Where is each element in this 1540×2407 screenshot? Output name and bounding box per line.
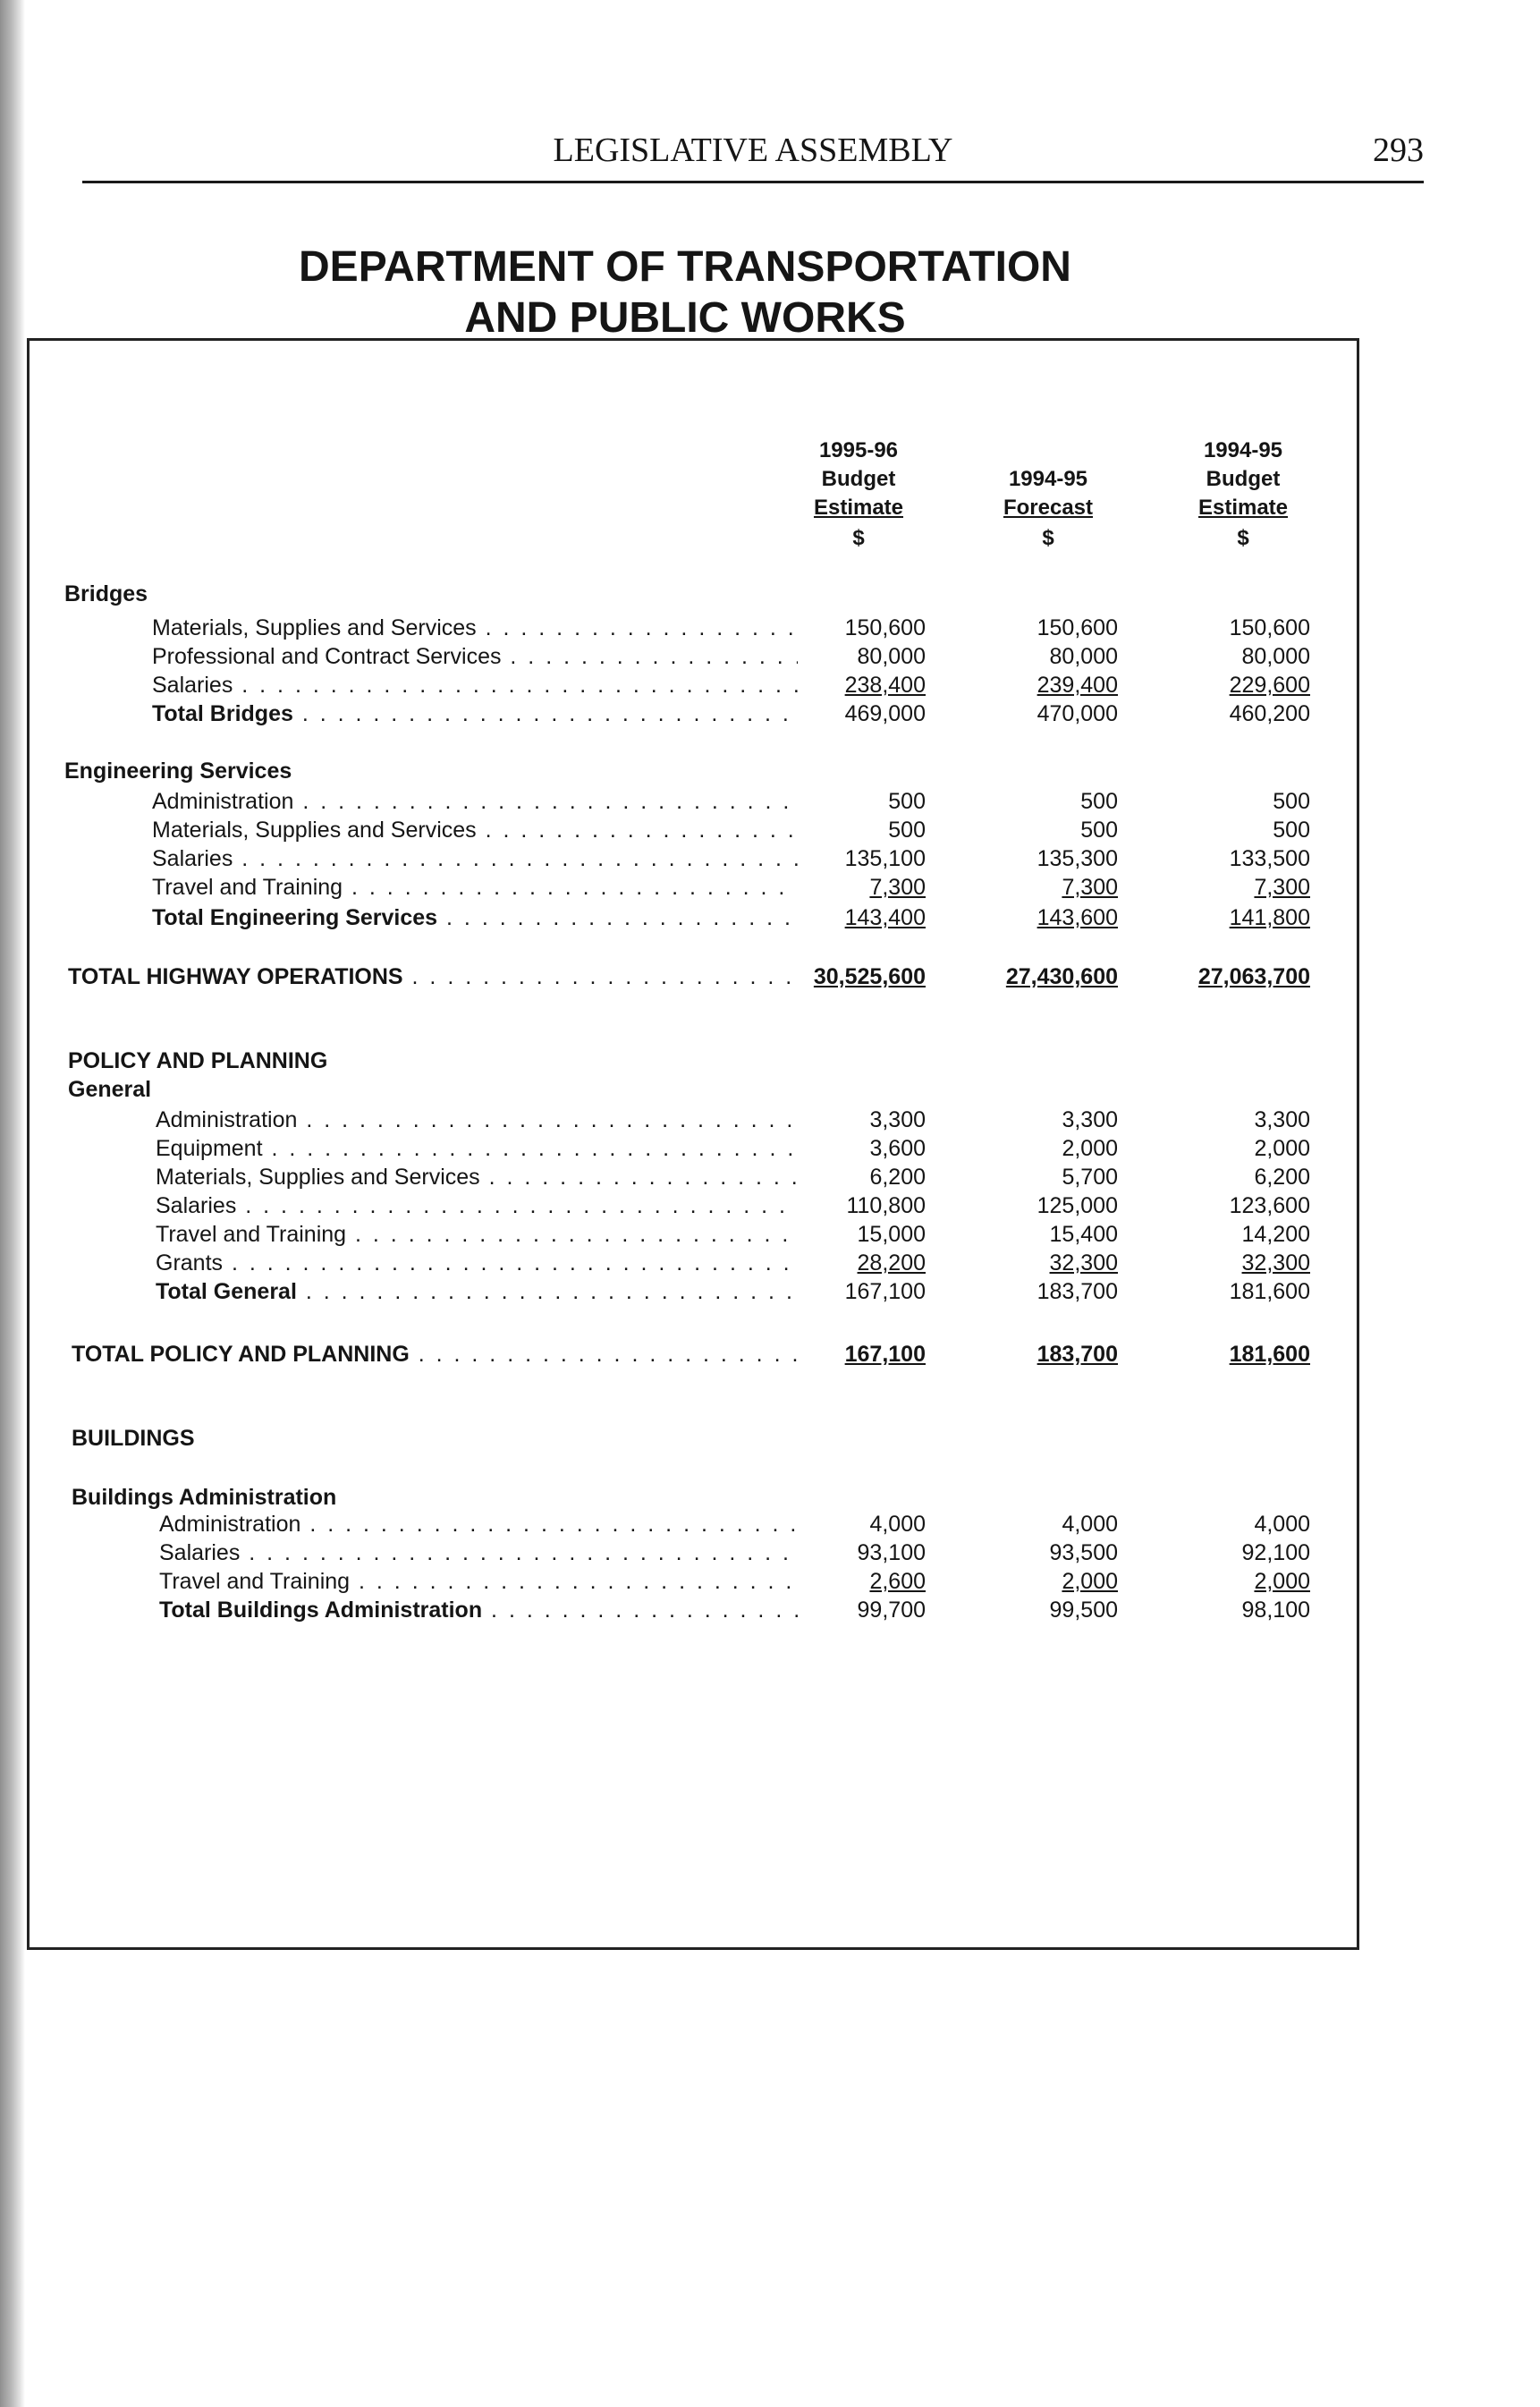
value-cell: 500	[1273, 789, 1310, 814]
value-cell: 15,400	[1049, 1222, 1118, 1247]
value-cell: 3,300	[869, 1107, 926, 1132]
column-header-unit: $	[1042, 526, 1054, 550]
column-header-year: 1994-95	[1203, 438, 1283, 462]
value-cell: 6,200	[869, 1165, 926, 1190]
value-cell: 30,525,600	[813, 964, 926, 989]
value-cell: 239,400	[1037, 673, 1118, 698]
value-cell: 469,000	[844, 701, 926, 726]
value-cell: 125,000	[1037, 1193, 1118, 1218]
grand-total-label: TOTAL POLICY AND PLANNING . . .	[72, 1342, 805, 1368]
value-cell: 167,100	[844, 1342, 926, 1367]
line-item-label: Equipment . . .	[156, 1136, 798, 1162]
line-item-label: Salaries . . .	[159, 1540, 798, 1566]
subtotal-label: Total Buildings Administration . . .	[159, 1598, 798, 1623]
column-header-line3	[751, 496, 966, 521]
section-heading: BUILDINGS	[72, 1426, 195, 1451]
line-item-label: Travel and Training . . .	[159, 1569, 798, 1595]
value-cell: 7,300	[1254, 875, 1310, 900]
value-cell: 141,800	[1229, 905, 1310, 930]
value-cell: 5,700	[1062, 1165, 1118, 1190]
value-cell: 2,000	[1254, 1136, 1310, 1161]
line-item-label: Professional and Contract Services . . .	[152, 644, 798, 670]
value-cell: 135,300	[1037, 846, 1118, 871]
value-cell: 3,600	[869, 1136, 926, 1161]
value-cell: 7,300	[869, 875, 926, 900]
value-cell: 2,600	[869, 1569, 926, 1594]
page-number: 293	[1373, 131, 1424, 169]
value-cell: 229,600	[1229, 673, 1310, 698]
line-item-label: Administration . . .	[159, 1512, 798, 1538]
value-cell: 500	[888, 818, 926, 843]
line-item-label: Materials, Supplies and Services . . .	[152, 818, 798, 843]
value-cell: 500	[1080, 789, 1118, 814]
value-cell: 27,430,600	[1005, 964, 1118, 989]
grand-total-label: TOTAL HIGHWAY OPERATIONS . . .	[68, 964, 801, 990]
value-cell: 183,700	[1037, 1342, 1118, 1367]
value-cell: 99,700	[857, 1598, 926, 1623]
value-cell: 470,000	[1037, 701, 1118, 726]
value-cell: 7,300	[1062, 875, 1118, 900]
line-item-label: Salaries . . .	[152, 846, 798, 872]
value-cell: 4,000	[869, 1512, 926, 1537]
column-header-label: Estimate	[813, 496, 904, 520]
value-cell: 500	[888, 789, 926, 814]
value-cell: 80,000	[857, 644, 926, 669]
line-item-label: Materials, Supplies and Services . . .	[152, 615, 798, 641]
value-cell: 238,400	[844, 673, 926, 698]
value-cell: 133,500	[1229, 846, 1310, 871]
value-cell: 3,300	[1062, 1107, 1118, 1132]
column-header-line3	[1136, 496, 1350, 521]
department-title-line-2: AND PUBLIC WORKS	[464, 294, 906, 342]
section-heading: General	[68, 1077, 152, 1102]
running-head-title: LEGISLATIVE ASSEMBLY	[553, 131, 953, 169]
value-cell: 150,600	[1229, 615, 1310, 640]
value-cell: 143,600	[1037, 905, 1118, 930]
value-cell: 15,000	[857, 1222, 926, 1247]
value-cell: 135,100	[844, 846, 926, 871]
subtotal-label: Total Engineering Services . . .	[152, 905, 798, 931]
subtotal-label: Total Bridges . . .	[152, 701, 798, 727]
value-cell: 6,200	[1254, 1165, 1310, 1190]
line-item-label: Grants . . .	[156, 1250, 798, 1276]
value-cell: 500	[1080, 818, 1118, 843]
column-header-line2: Budget	[1206, 467, 1281, 491]
value-cell: 99,500	[1049, 1598, 1118, 1623]
value-cell: 2,000	[1062, 1569, 1118, 1594]
line-item-label: Materials, Supplies and Services . . .	[156, 1165, 798, 1191]
line-item-label: Salaries . . .	[156, 1193, 798, 1219]
value-cell: 460,200	[1229, 701, 1310, 726]
column-header-line2: 1994-95	[1008, 467, 1088, 491]
value-cell: 93,500	[1049, 1540, 1118, 1565]
value-cell: 4,000	[1254, 1512, 1310, 1537]
column-header-unit: $	[852, 526, 865, 550]
value-cell: 181,600	[1229, 1342, 1310, 1367]
line-item-label: Salaries . . .	[152, 673, 798, 699]
value-cell: 2,000	[1062, 1136, 1118, 1161]
section-heading: Buildings Administration	[72, 1485, 337, 1510]
value-cell: 93,100	[857, 1540, 926, 1565]
value-cell: 4,000	[1062, 1512, 1118, 1537]
subtotal-label: Total General . . .	[156, 1279, 798, 1305]
column-header-unit: $	[1237, 526, 1249, 550]
department-title-line-1: DEPARTMENT OF TRANSPORTATION	[299, 243, 1071, 291]
value-cell: 167,100	[844, 1279, 926, 1304]
column-header-year: 1995-96	[818, 438, 899, 462]
value-cell: 32,300	[1241, 1250, 1310, 1276]
column-header-label: Forecast	[1003, 496, 1094, 520]
value-cell: 181,600	[1229, 1279, 1310, 1304]
value-cell: 98,100	[1241, 1598, 1310, 1623]
value-cell: 143,400	[844, 905, 926, 930]
value-cell: 80,000	[1241, 644, 1310, 669]
column-header-line3	[941, 496, 1155, 521]
column-header-line2: Budget	[821, 467, 896, 491]
line-item-label: Administration . . .	[152, 789, 798, 815]
value-cell: 150,600	[844, 615, 926, 640]
value-cell: 3,300	[1254, 1107, 1310, 1132]
value-cell: 14,200	[1241, 1222, 1310, 1247]
section-heading: POLICY AND PLANNING	[68, 1048, 328, 1073]
value-cell: 183,700	[1037, 1279, 1118, 1304]
value-cell: 110,800	[846, 1193, 926, 1218]
value-cell: 27,063,700	[1197, 964, 1310, 989]
column-header-label: Estimate	[1197, 496, 1289, 520]
line-item-label: Travel and Training . . .	[156, 1222, 798, 1248]
value-cell: 150,600	[1037, 615, 1118, 640]
value-cell: 28,200	[857, 1250, 926, 1276]
section-heading: Engineering Services	[64, 759, 292, 784]
line-item-label: Travel and Training . . .	[152, 875, 798, 901]
value-cell: 32,300	[1049, 1250, 1118, 1276]
line-item-label: Administration . . .	[156, 1107, 798, 1133]
value-cell: 2,000	[1254, 1569, 1310, 1594]
section-heading: Bridges	[64, 581, 148, 606]
value-cell: 92,100	[1241, 1540, 1310, 1565]
value-cell: 123,600	[1229, 1193, 1310, 1218]
value-cell: 80,000	[1049, 644, 1118, 669]
value-cell: 500	[1273, 818, 1310, 843]
